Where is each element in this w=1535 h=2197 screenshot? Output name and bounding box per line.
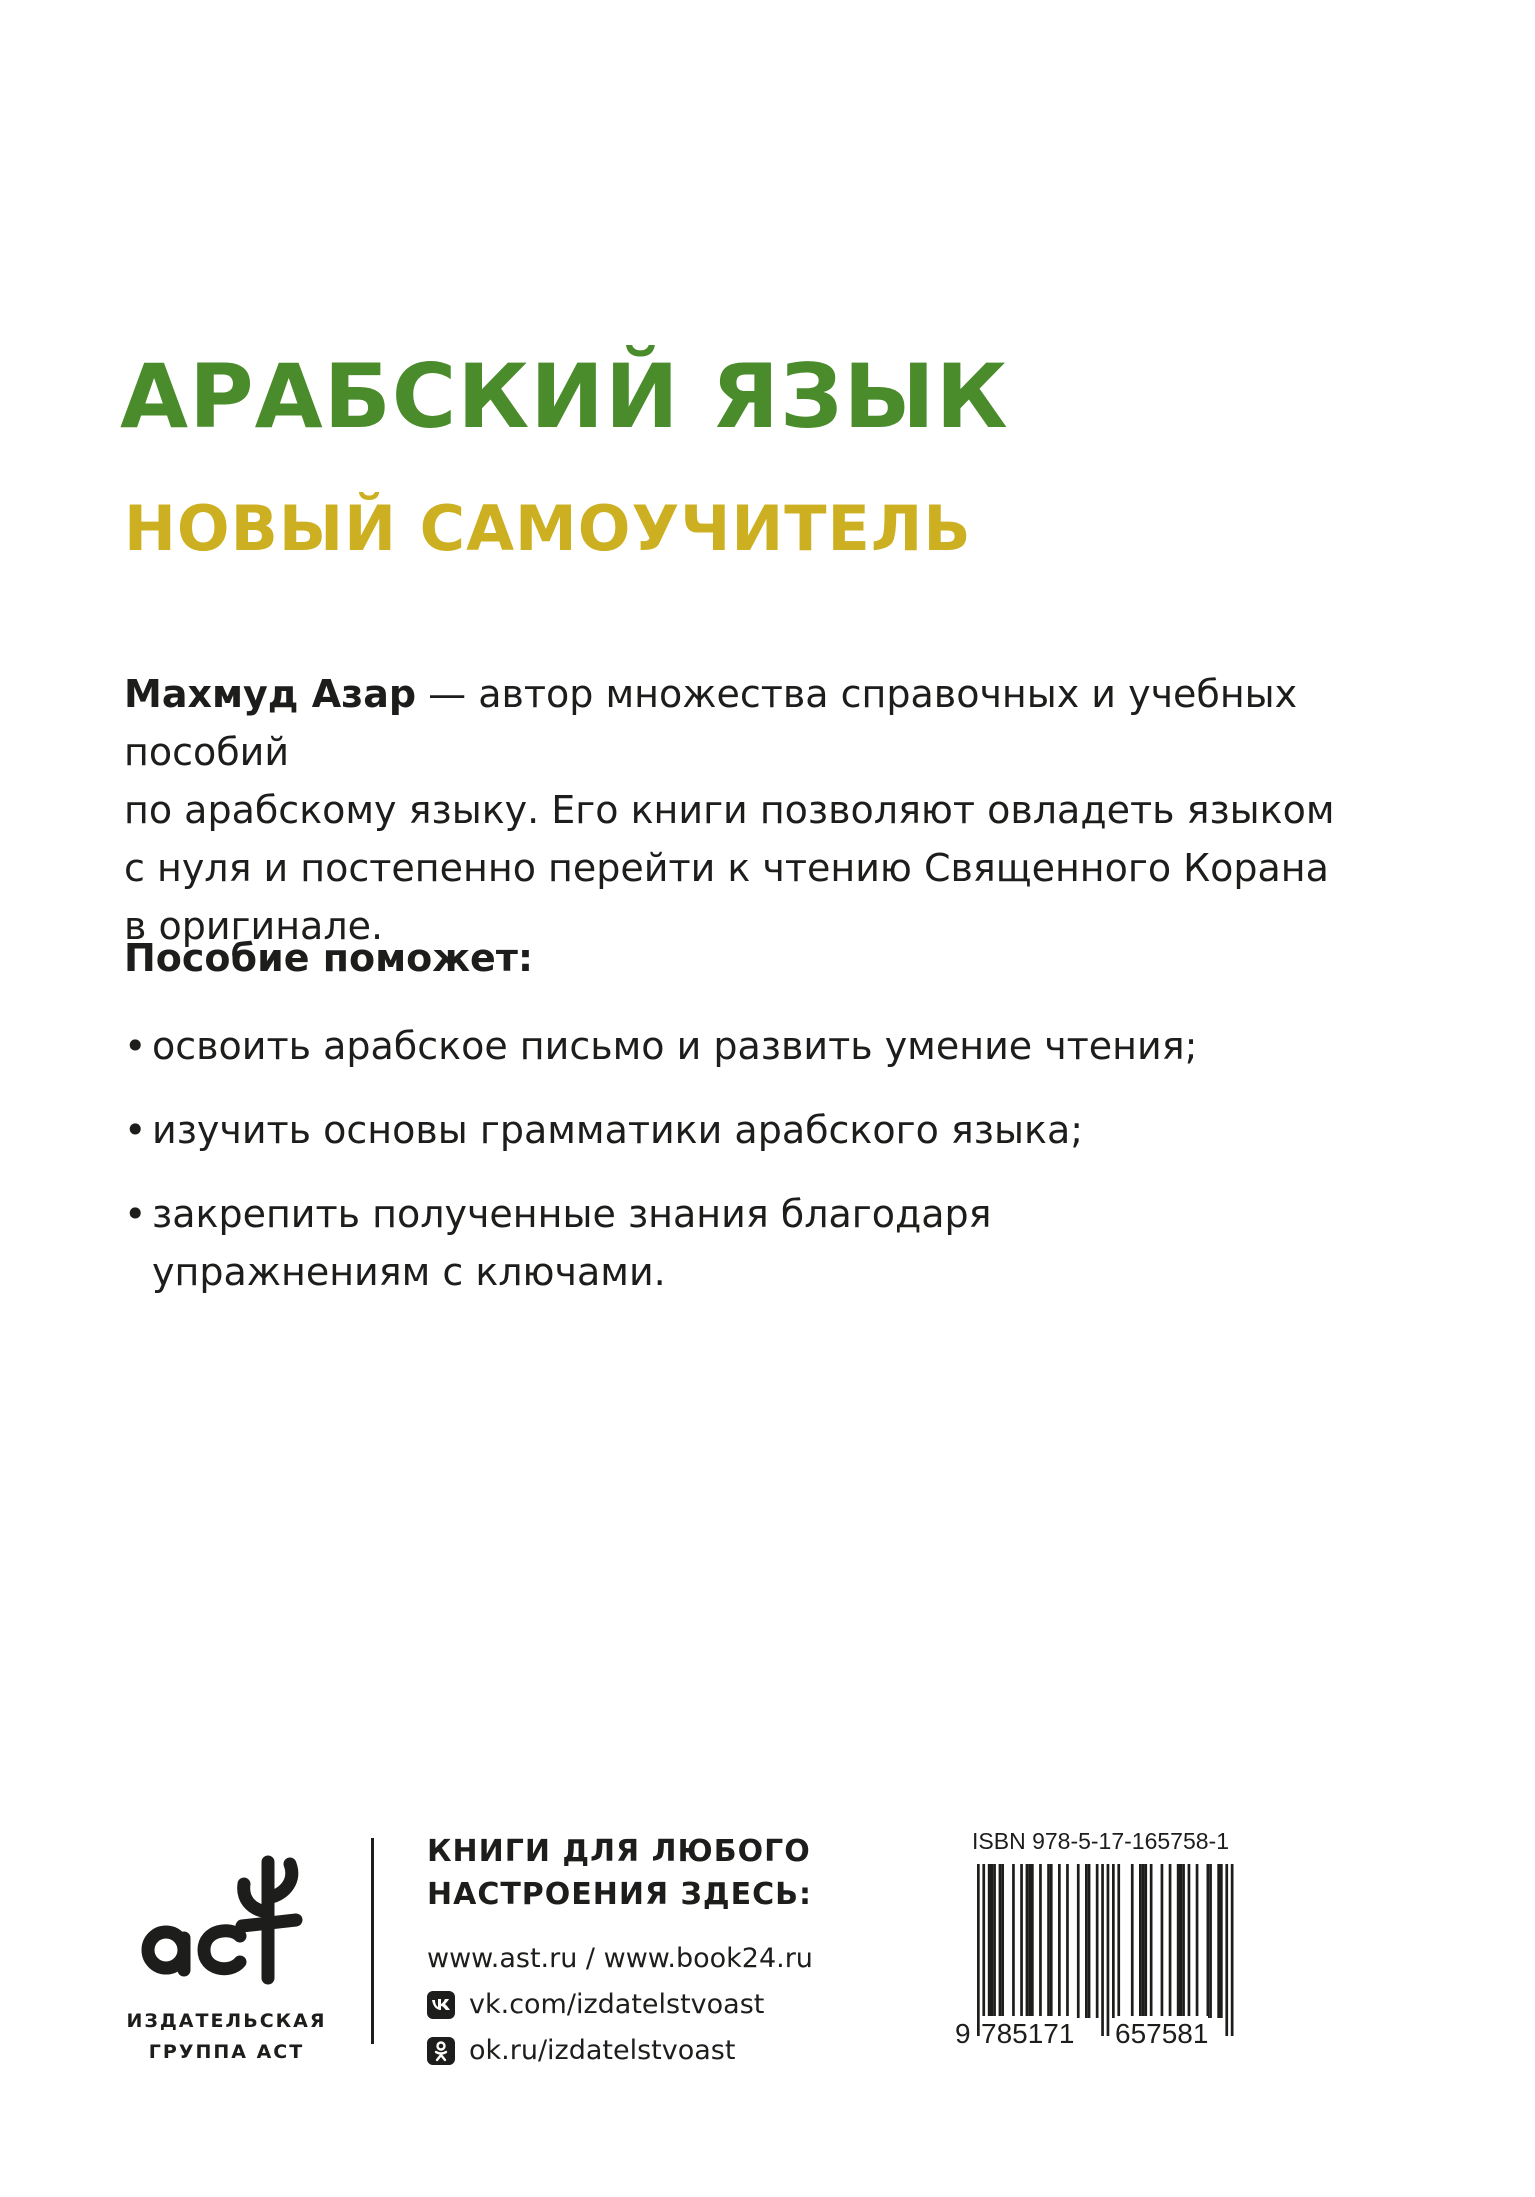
barcode-bar xyxy=(1028,1864,1031,2018)
book-subtitle: НОВЫЙ САМОУЧИТЕЛЬ xyxy=(124,492,972,565)
barcode-bar xyxy=(988,1864,991,2018)
publisher-caption xyxy=(124,2006,329,2068)
publisher-caption-line: ГРУППА АСТ xyxy=(148,2041,305,2063)
barcode-bar xyxy=(1050,1864,1053,2018)
ok-link[interactable] xyxy=(427,2034,813,2068)
barcode-left-group: 785171 xyxy=(981,2016,1074,2052)
barcode-bar xyxy=(1117,1864,1120,2018)
divider xyxy=(371,1838,374,2044)
barcode-guard-bar xyxy=(977,1864,980,2036)
author-name: Махмуд Азар xyxy=(124,672,417,716)
barcode xyxy=(955,1864,1275,2054)
barcode-bar xyxy=(1039,1864,1042,2018)
bullet-text: закрепить полученные знания благодаря упражнениям с ключами. xyxy=(152,1192,992,1294)
bullet-text: изучить основы грамматики арабского языка; xyxy=(152,1108,1084,1152)
barcode-bar xyxy=(1001,1864,1004,2018)
publisher-logo xyxy=(124,1846,329,2068)
author-description xyxy=(124,665,1454,955)
bullet-icon: • xyxy=(124,1192,147,1236)
ok-icon xyxy=(427,2037,455,2065)
barcode-bar xyxy=(1217,1864,1220,2018)
barcode-guard-bar xyxy=(982,1864,985,2036)
helps-heading: Пособие поможет: xyxy=(124,936,534,980)
barcode-bar xyxy=(1139,1864,1142,2018)
barcode-bar xyxy=(1182,1864,1185,2018)
barcode-bar xyxy=(1112,1864,1115,2018)
barcode-guard-bar xyxy=(1231,1864,1234,2036)
barcode-bar xyxy=(1031,1864,1034,2018)
barcode-bar xyxy=(1177,1864,1180,2018)
barcode-bar xyxy=(1144,1864,1147,2018)
description-line: в оригинале. xyxy=(124,904,384,948)
barcode-bar xyxy=(1047,1864,1050,2018)
benefits-list xyxy=(124,1017,1197,1327)
barcode-bar xyxy=(1169,1864,1172,2018)
barcode-guard-bar xyxy=(1107,1864,1110,2036)
barcode-bar xyxy=(1161,1864,1164,2018)
barcode-right-group: 657581 xyxy=(1115,2016,1208,2052)
bullet-text: освоить арабское письмо и развить умение чтения; xyxy=(152,1024,1198,1068)
barcode-guard-bar xyxy=(1225,1864,1228,2036)
vk-icon xyxy=(427,1991,455,2019)
ast-logo-icon xyxy=(138,1846,318,1986)
publisher-caption-line: ИЗДАТЕЛЬСКАЯ xyxy=(126,2010,327,2032)
barcode-bar xyxy=(1142,1864,1145,2018)
list-item xyxy=(124,1101,1197,1159)
barcode-first-digit: 9 xyxy=(955,2016,971,2052)
book-title: АРАБСКИЙ ЯЗЫК xyxy=(120,345,1009,448)
barcode-bar xyxy=(1196,1864,1199,2018)
isbn-label: ISBN 978-5-17-165758-1 xyxy=(972,1828,1229,1854)
barcode-bar xyxy=(1077,1864,1080,2018)
list-item xyxy=(124,1017,1197,1075)
bullet-icon: • xyxy=(124,1108,147,1152)
barcode-bar xyxy=(993,1864,996,2018)
barcode-bar xyxy=(1150,1864,1153,2018)
vk-link[interactable] xyxy=(427,1988,813,2022)
barcode-bar xyxy=(1096,1864,1099,2018)
promo-block xyxy=(427,1830,813,2068)
barcode-bar xyxy=(1188,1864,1191,2018)
barcode-bar xyxy=(1085,1864,1088,2018)
barcode-bar xyxy=(999,1864,1002,2018)
barcode-bar xyxy=(991,1864,994,2018)
barcode-bar xyxy=(1020,1864,1023,2018)
svg-text:аст: аст xyxy=(138,1846,140,1847)
description-line: с нуля и постепенно перейти к чтению Священного Корана xyxy=(124,846,1329,890)
barcode-bar xyxy=(1207,1864,1210,2018)
ok-link-text[interactable]: ok.ru/izdatelstvoast xyxy=(469,2035,736,2066)
vk-link-text[interactable]: vk.com/izdatelstvoast xyxy=(469,1989,765,2020)
barcode-bar xyxy=(1131,1864,1134,2018)
description-line: по арабскому языку. Его книги позволяют овладеть языком xyxy=(124,788,1335,832)
barcode-guard-bar xyxy=(1101,1864,1104,2036)
barcode-bar xyxy=(1012,1864,1015,2018)
barcode-bar xyxy=(1026,1864,1029,2018)
barcode-bar xyxy=(1180,1864,1183,2018)
description-line: — автор множества справочных и учебных пособий xyxy=(124,672,1298,774)
barcode-bar xyxy=(1088,1864,1091,2018)
barcode-bar xyxy=(1209,1864,1212,2018)
promo-heading-line: КНИГИ ДЛЯ ЛЮБОГО xyxy=(427,1834,811,1869)
bullet-icon: • xyxy=(124,1024,147,1068)
list-item xyxy=(124,1185,1052,1301)
barcode-bar xyxy=(1058,1864,1061,2018)
promo-heading xyxy=(427,1830,813,1916)
barcode-bar xyxy=(1220,1864,1223,2018)
barcode-bar xyxy=(1066,1864,1069,2018)
website-links[interactable]: www.ast.ru / www.book24.ru xyxy=(427,1943,813,1974)
promo-heading-line: НАСТРОЕНИЯ ЗДЕСЬ: xyxy=(427,1877,812,1912)
